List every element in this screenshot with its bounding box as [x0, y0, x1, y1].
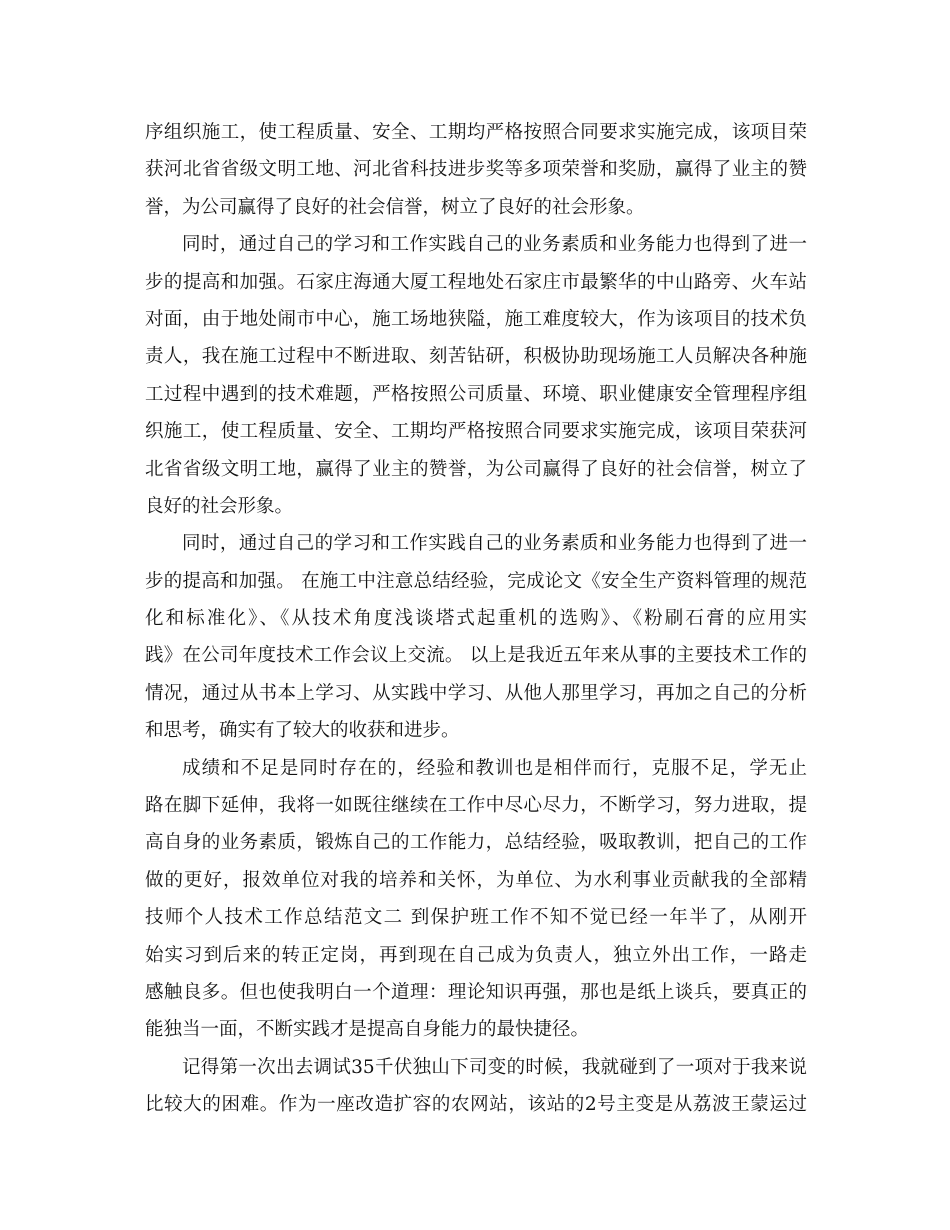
text-line: 和思考，确实有了较大的收获和进步。	[145, 720, 460, 742]
text-line: 工过程中遇到的技术难题，严格按照公司质量、环境、职业健康安全管理程序组	[145, 383, 807, 405]
text-line: 高自身的业务素质，锻炼自己的工作能力，总结经验，吸取教训，把自己的工作	[145, 832, 807, 854]
document-body	[145, 114, 807, 1124]
text-line: 同时，通过自己的学习和工作实践自己的业务素质和业务能力也得到了进一	[182, 533, 807, 555]
text-line: 记得第一次出去调试35千伏独山下司变的时候，我就碰到了一项对于我来说	[182, 1056, 807, 1078]
text-line: 步的提高和加强。石家庄海通大厦工程地处石家庄市最繁华的中山路旁、火车站	[145, 271, 807, 293]
text-line: 感触良多。但也使我明白一个道理：理论知识再强，那也是纸上谈兵，要真正的	[145, 981, 807, 1003]
text-line: 责人，我在施工过程中不断进取、刻苦钻研，积极协助现场施工人员解决各种施	[145, 346, 807, 368]
text-line: 成绩和不足是同时存在的，经验和教训也是相伴而行，克服不足，学无止	[182, 757, 807, 779]
text-line: 同时，通过自己的学习和工作实践自己的业务素质和业务能力也得到了进一	[182, 234, 807, 256]
text-line: 序组织施工，使工程质量、安全、工期均严格按照合同要求实施完成，该项目荣	[145, 122, 807, 143]
text-line: 技师个人技术工作总结范文二 到保护班工作不知不觉已经一年半了，从刚开	[145, 907, 807, 929]
text-line: 比较大的困难。作为一座改造扩容的农网站，该站的2号主变是从荔波王蒙运过	[145, 1094, 807, 1116]
text-line: 对面，由于地处闹市中心，施工场地狭隘，施工难度较大，作为该项目的技术负	[145, 308, 807, 330]
text-line: 织施工，使工程质量、安全、工期均严格按照合同要求实施完成，该项目荣获河	[145, 421, 807, 443]
text-line: 化和标准化》、《从技术角度浅谈塔式起重机的选购》、《粉刷石膏的应用实	[145, 608, 807, 630]
text-line: 践》在公司年度技术工作会议上交流。 以上是我近五年来从事的主要技术工作的	[145, 645, 807, 667]
text-line: 获河北省省级文明工地、河北省科技进步奖等多项荣誉和奖励，赢得了业主的赞	[145, 159, 807, 181]
text-line: 北省省级文明工地，赢得了业主的赞誉，为公司赢得了良好的社会信誉，树立了	[145, 458, 807, 480]
text-line: 始实习到后来的转正定岗，再到现在自己成为负责人，独立外出工作，一路走	[145, 944, 807, 966]
text-line: 做的更好，报效单位对我的培养和关怀，为单位、为水利事业贡献我的全部精	[145, 869, 807, 891]
text-line: 誉，为公司赢得了良好的社会信誉，树立了良好的社会形象。	[145, 196, 645, 218]
text-line: 良好的社会形象。	[145, 495, 294, 517]
text-line: 路在脚下延伸，我将一如既往继续在工作中尽心尽力，不断学习，努力进取，提	[145, 795, 807, 817]
text-line: 能独当一面，不断实践才是提高自身能力的最快捷径。	[145, 1019, 590, 1041]
text-line: 情况，通过从书本上学习、从实践中学习、从他人那里学习，再加之自己的分析	[145, 682, 807, 704]
text-line: 步的提高和加强。 在施工中注意总结经验，完成论文《安全生产资料管理的规范	[145, 570, 807, 592]
